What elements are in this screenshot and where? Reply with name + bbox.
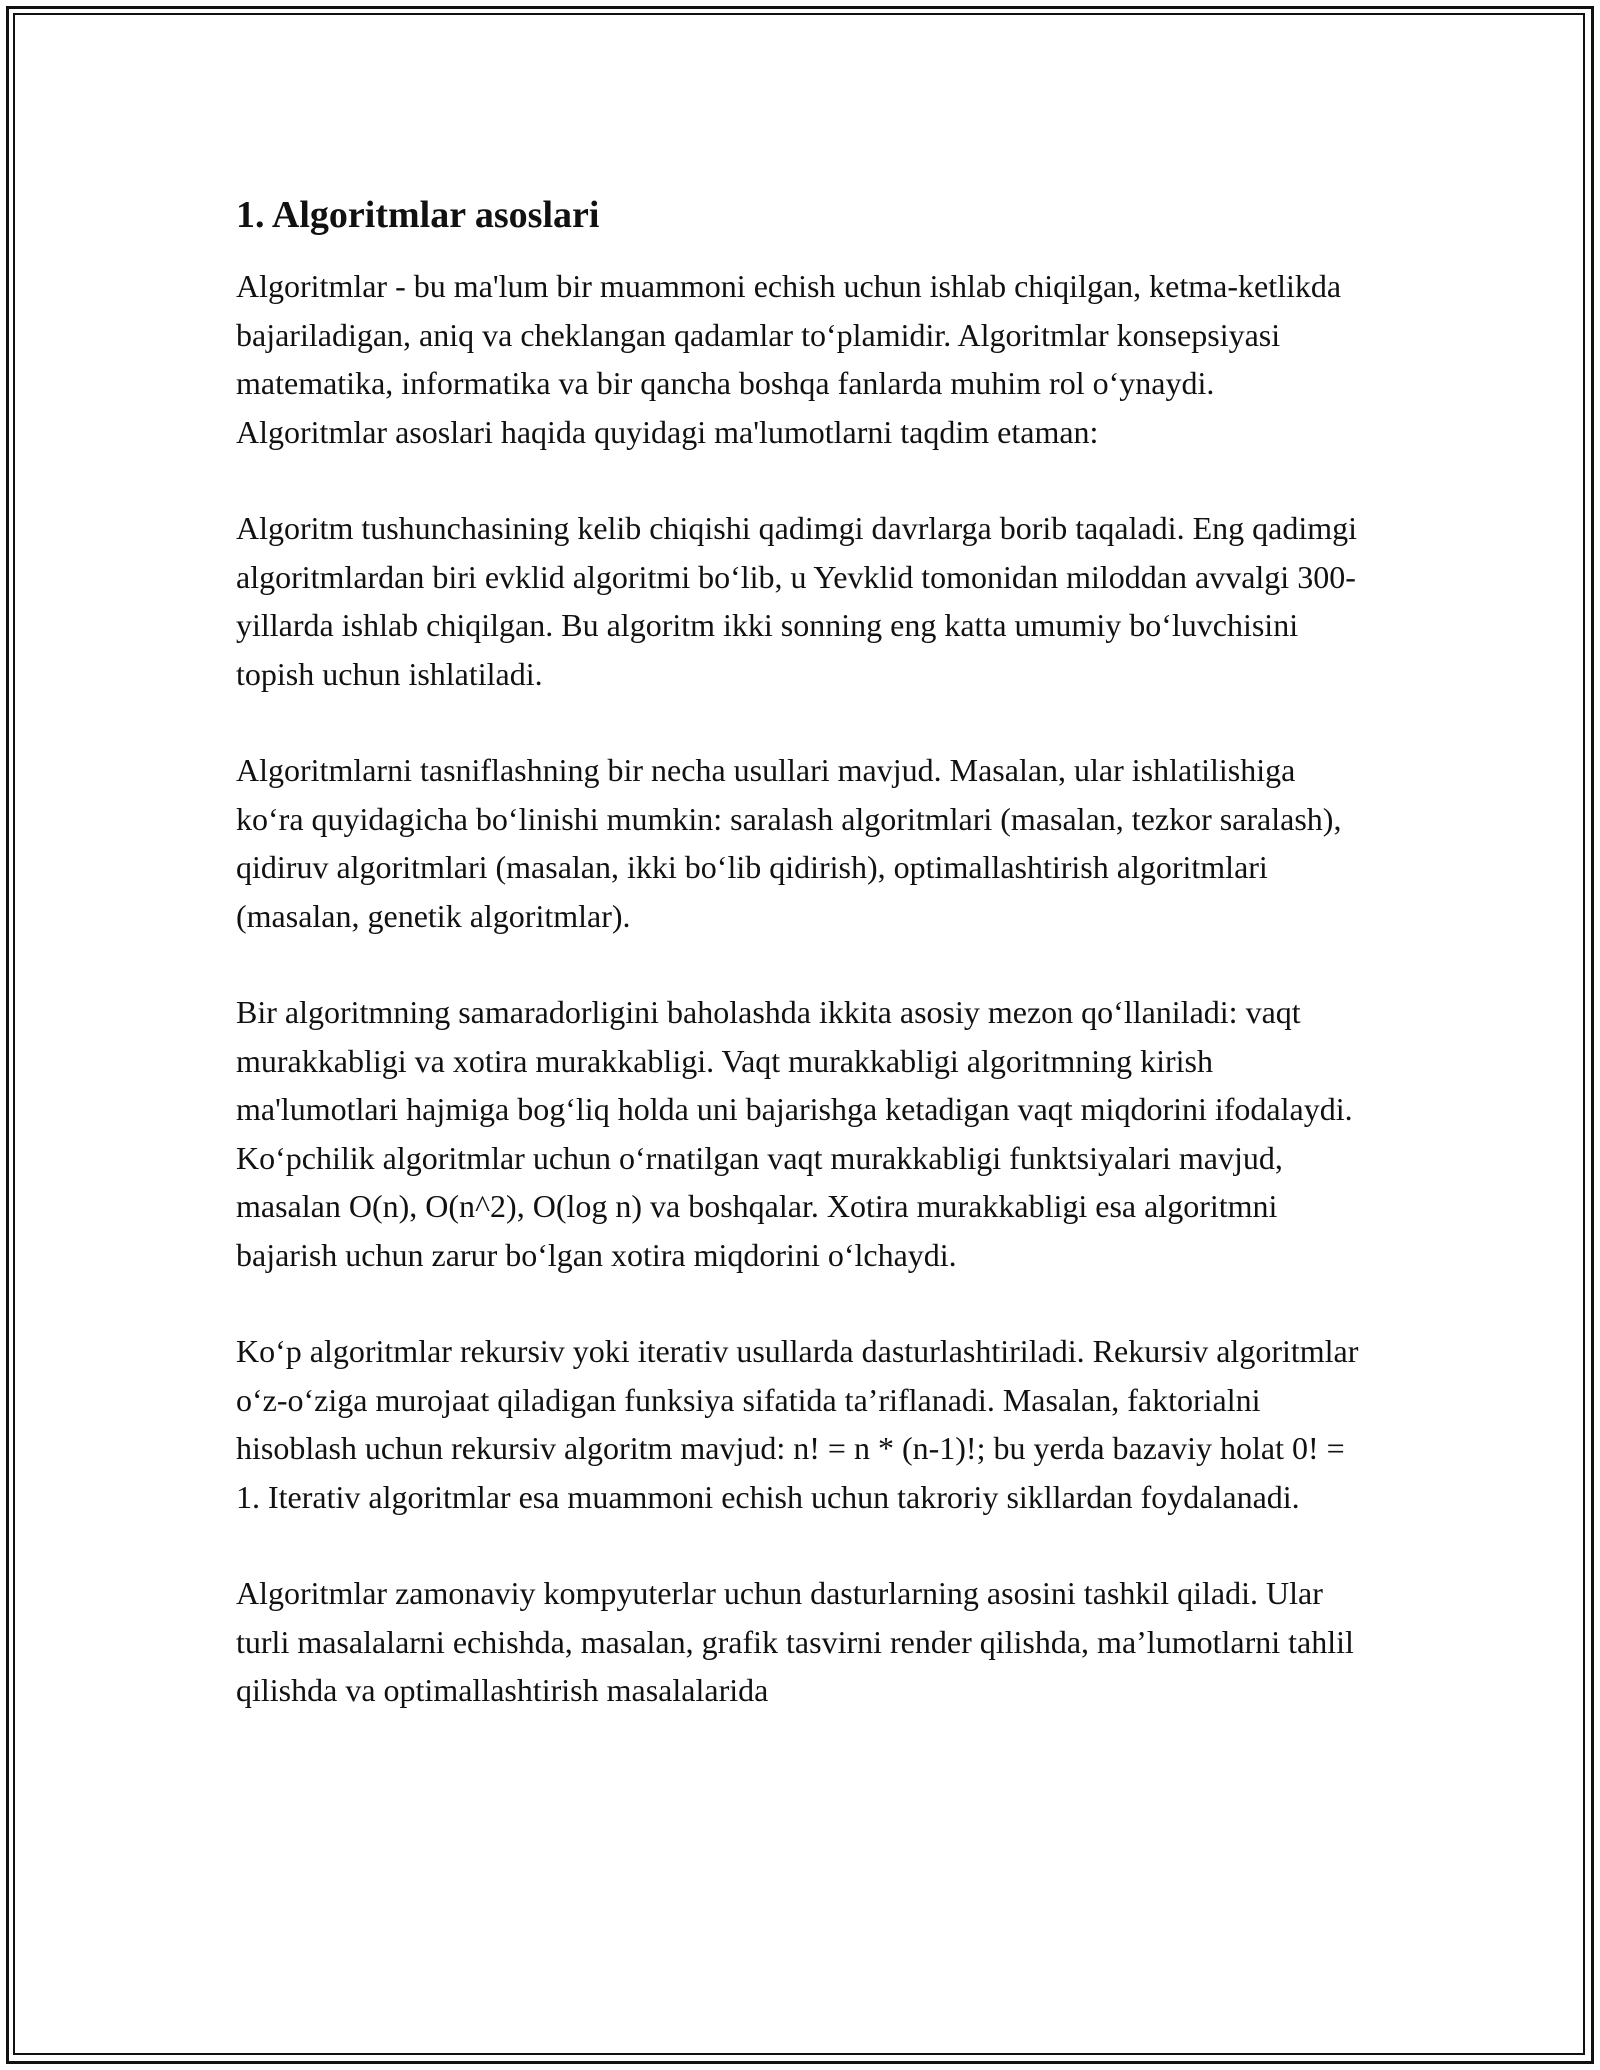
paragraph-1: Algoritmlar - bu ma'lum bir muammoni echish uchun ishlab chiqilgan, ketma-ketlikda bajariladigan, aniq va cheklangan qadamlar to‘plamidir. Algoritmlar konsepsiyasi matematika, informatika va bir qancha boshqa fanlarda muhim rol o‘ynaydi. Algoritmlar asoslari haqida quyidagi ma'lumotlarni taqdim etaman: bbox=[236, 268, 1342, 450]
paragraph-4: Bir algoritmning samaradorligini baholashda ikkita asosiy mezon qo‘llaniladi: vaqt murakkabligi va xotira murakkabligi. Vaqt murakkabligi algoritmning kirish ma'lumotlari hajmiga bog‘liq holda uni bajarishga ketadigan vaqt miqdorini ifodalaydi. Ko‘pchilik algoritmlar uchun o‘rnatilgan vaqt murakkabligi funktsiyalari mavjud, masalan O(n), O(n^2), O(log n) va boshqalar. Xotira murakkabligi esa algoritmni bajarish uchun zarur bo‘lgan xotira miqdorini o‘lchaydi. bbox=[236, 994, 1353, 1273]
paragraph-6: Algoritmlar zamonaviy kompyuterlar uchun dasturlarning asosini tashkil qiladi. Ular turli masalalarni echishda, masalan, grafik tasvirni render qilishda, ma’lumotlarni tahlil qilishda va optimallashtirish masalalarida bbox=[236, 1575, 1354, 1708]
section-title: 1. Algoritmlar asoslari bbox=[236, 194, 600, 236]
paragraph-3: Algoritmlarni tasniflashning bir necha usullari mavjud. Masalan, ular ishlatilishiga ko‘ra quyidagicha bo‘linishi mumkin: saralash algoritmlari (masalan, tezkor saralash), qidiruv algoritmlari (masalan, ikki bo‘lib qidirish), optimallashtirish algoritmlari (masalan, genetik algoritmlar). bbox=[236, 752, 1342, 934]
paragraph-2: Algoritm tushunchasining kelib chiqishi qadimgi davrlarga borib taqaladi. Eng qadimgi algoritmlardan biri evklid algoritmi bo‘lib, u Yevklid tomonidan miloddan avvalgi 300-yillarda ishlab chiqilgan. Bu algoritm ikki sonning eng katta umumiy bo‘luvchisini topish uchun ishlatiladi. bbox=[236, 510, 1357, 692]
document-body bbox=[236, 188, 1366, 1763]
paragraph-5: Ko‘p algoritmlar rekursiv yoki iterativ usullarda dasturlashtiriladi. Rekursiv algoritmlar o‘z-o‘ziga murojaat qiladigan funksiya sifatida ta’riflanadi. Masalan, faktorialni hisoblash uchun rekursiv algoritm mavjud: n! = n * (n-1)!; bu yerda bazaviy holat 0! = 1. Iterativ algoritmlar esa muammoni echish uchun takroriy sikllardan foydalanadi. bbox=[236, 1333, 1359, 1515]
